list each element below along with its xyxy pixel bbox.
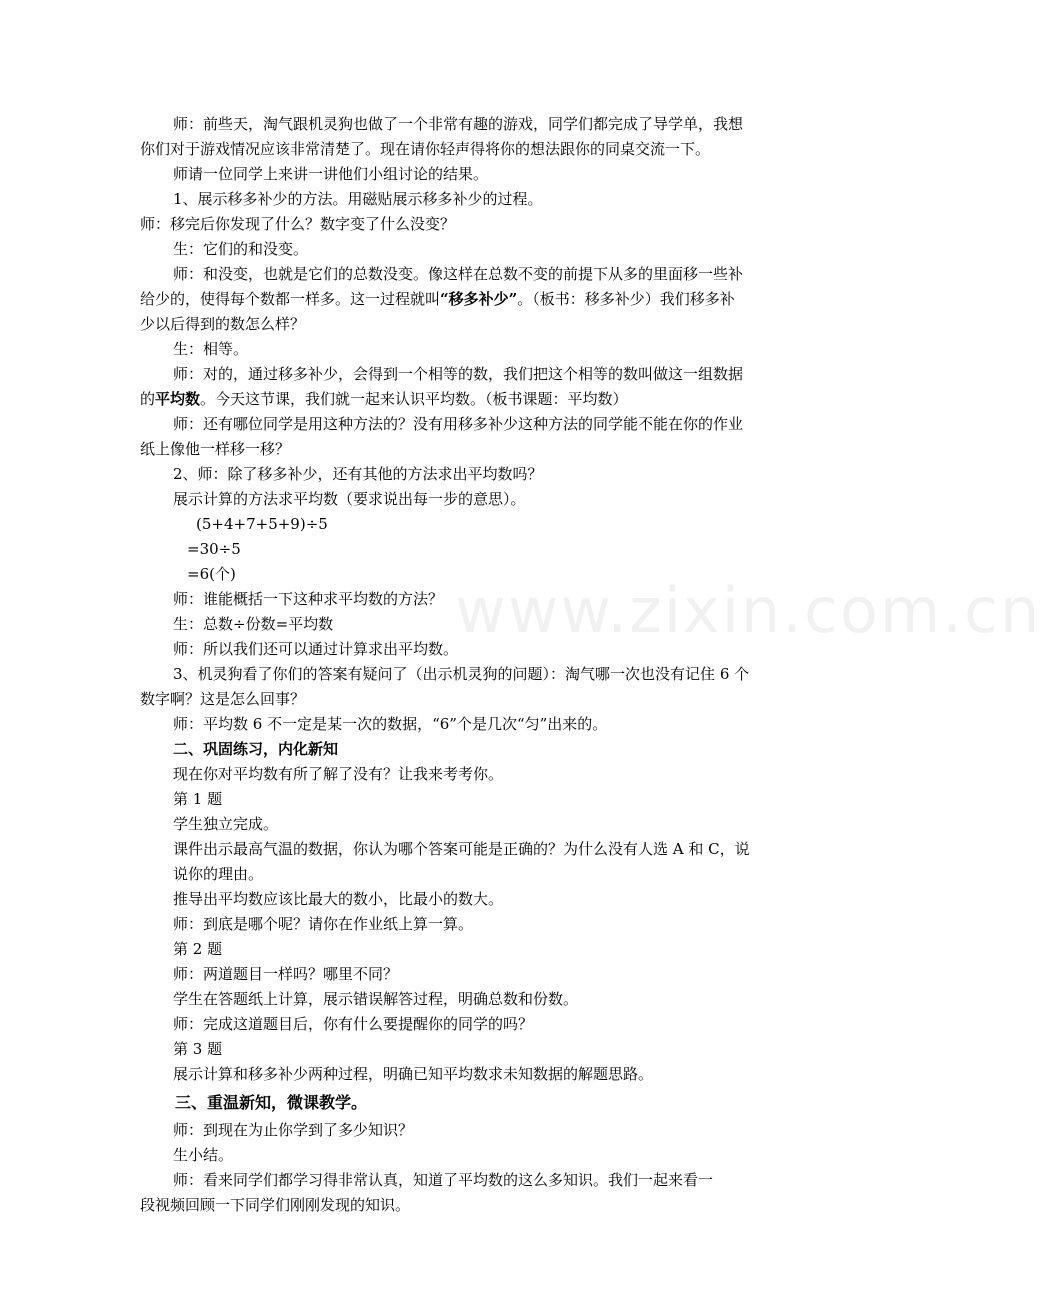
question-label: 第 2 题 — [173, 940, 223, 958]
paragraph-line: 师：看来同学们都学习得非常认真，知道了平均数的这么多知识。我们一起来看一 — [173, 1171, 714, 1189]
text-run: 。今天这节课，我们就一起来认识平均数。（板书课题：平均数） — [200, 390, 628, 408]
paragraph-line: 课件出示最高气温的数据，你认为哪个答案可能是正确的？为什么没有人选 A 和 C，说 — [173, 840, 750, 858]
paragraph-line: 纸上像他一样移一移？ — [140, 440, 291, 458]
paragraph-line: 师：和没变，也就是它们的总数没变。像这样在总数不变的前提下从多的里面移一些补 — [173, 265, 744, 283]
calc-line: =30÷5 — [187, 540, 241, 558]
text-run: 给少的，使得每个数都一样多。这一过程就叫 — [140, 290, 441, 308]
question-label: 第 1 题 — [173, 790, 223, 808]
paragraph-line: 生小结。 — [173, 1146, 234, 1164]
bold-term: “移多补少” — [440, 290, 518, 308]
paragraph-line: 生：相等。 — [173, 340, 249, 358]
paragraph-line — [140, 387, 628, 412]
paragraph-line: 少以后得到的数怎么样？ — [140, 315, 306, 333]
paragraph-line — [140, 287, 735, 312]
section-heading: 三、重温新知，微课教学。 — [175, 1093, 368, 1112]
section-heading: 二、巩固练习，内化新知 — [173, 740, 339, 758]
paragraph-line: 师：两道题目一样吗？哪里不同？ — [173, 965, 399, 983]
paragraph-line: 1、展示移多补少的方法。用磁贴展示移多补少的过程。 — [173, 190, 543, 208]
paragraph-line: 学生独立完成。 — [173, 815, 279, 833]
paragraph-line: 展示计算的方法求平均数（要求说出每一步的意思）。 — [173, 490, 526, 508]
paragraph-line: 师：完成这道题目后，你有什么要提醒你的同学的吗？ — [173, 1015, 534, 1033]
text-run: 。（板书：移多补少）我们移多补 — [517, 290, 735, 308]
paragraph-line: 段视频回顾一下同学们刚刚发现的知识。 — [140, 1196, 411, 1214]
paragraph-line: 师：前些天，淘气跟机灵狗也做了一个非常有趣的游戏，同学们都完成了导学单，我想 — [173, 115, 744, 133]
calc-line: (5+4+7+5+9)÷5 — [196, 515, 328, 533]
paragraph-line: 师：移完后你发现了什么？数字变了什么没变？ — [140, 215, 456, 233]
calc-line: =6(个) — [187, 565, 236, 583]
watermark: www.zixin.com.cn — [455, 574, 1041, 647]
paragraph-line: 师请一位同学上来讲一讲他们小组讨论的结果。 — [173, 165, 489, 183]
paragraph-line: 师：到底是哪个呢？请你在作业纸上算一算。 — [173, 915, 474, 933]
paragraph-line: 师：对的，通过移多补少，会得到一个相等的数，我们把这个相等的数叫做这一组数据 — [173, 365, 744, 383]
paragraph-line: 师：平均数 6 不一定是某一次的数据，“6”个是几次“匀”出来的。 — [173, 715, 608, 733]
paragraph-line: 师：还有哪位同学是用这种方法的？没有用移多补少这种方法的同学能不能在你的作业 — [173, 415, 744, 433]
paragraph-line: 现在你对平均数有所了解了没有？让我来考考你。 — [173, 765, 504, 783]
bold-term: 平均数 — [155, 390, 201, 408]
paragraph-line: 师：谁能概括一下这种求平均数的方法？ — [173, 590, 444, 608]
paragraph-line: 2、师：除了移多补少，还有其他的方法求出平均数吗？ — [173, 465, 543, 483]
paragraph-line: 师：到现在为止你学到了多少知识？ — [173, 1121, 414, 1139]
paragraph-line: 推导出平均数应该比最大的数小，比最小的数大。 — [173, 890, 504, 908]
paragraph-line: 3、机灵狗看了你们的答案有疑问了（出示机灵狗的问题）：淘气哪一次也没有记住 6 个 — [173, 665, 750, 683]
paragraph-line: 生：总数÷份数=平均数 — [173, 615, 334, 633]
paragraph-line: 师：所以我们还可以通过计算求出平均数。 — [173, 640, 459, 658]
paragraph-line: 数字啊？这是怎么回事？ — [140, 690, 306, 708]
paragraph-line: 说你的理由。 — [173, 865, 264, 883]
paragraph-line: 学生在答题纸上计算，展示错误解答过程，明确总数和份数。 — [173, 990, 579, 1008]
paragraph-line: 生：它们的和没变。 — [173, 240, 309, 258]
paragraph-line: 展示计算和移多补少两种过程，明确已知平均数求未知数据的解题思路。 — [173, 1065, 654, 1083]
question-label: 第 3 题 — [173, 1040, 223, 1058]
paragraph-line: 你们对于游戏情况应该非常清楚了。现在请你轻声得将你的想法跟你的同桌交流一下。 — [140, 140, 711, 158]
text-run: 的 — [140, 390, 156, 408]
